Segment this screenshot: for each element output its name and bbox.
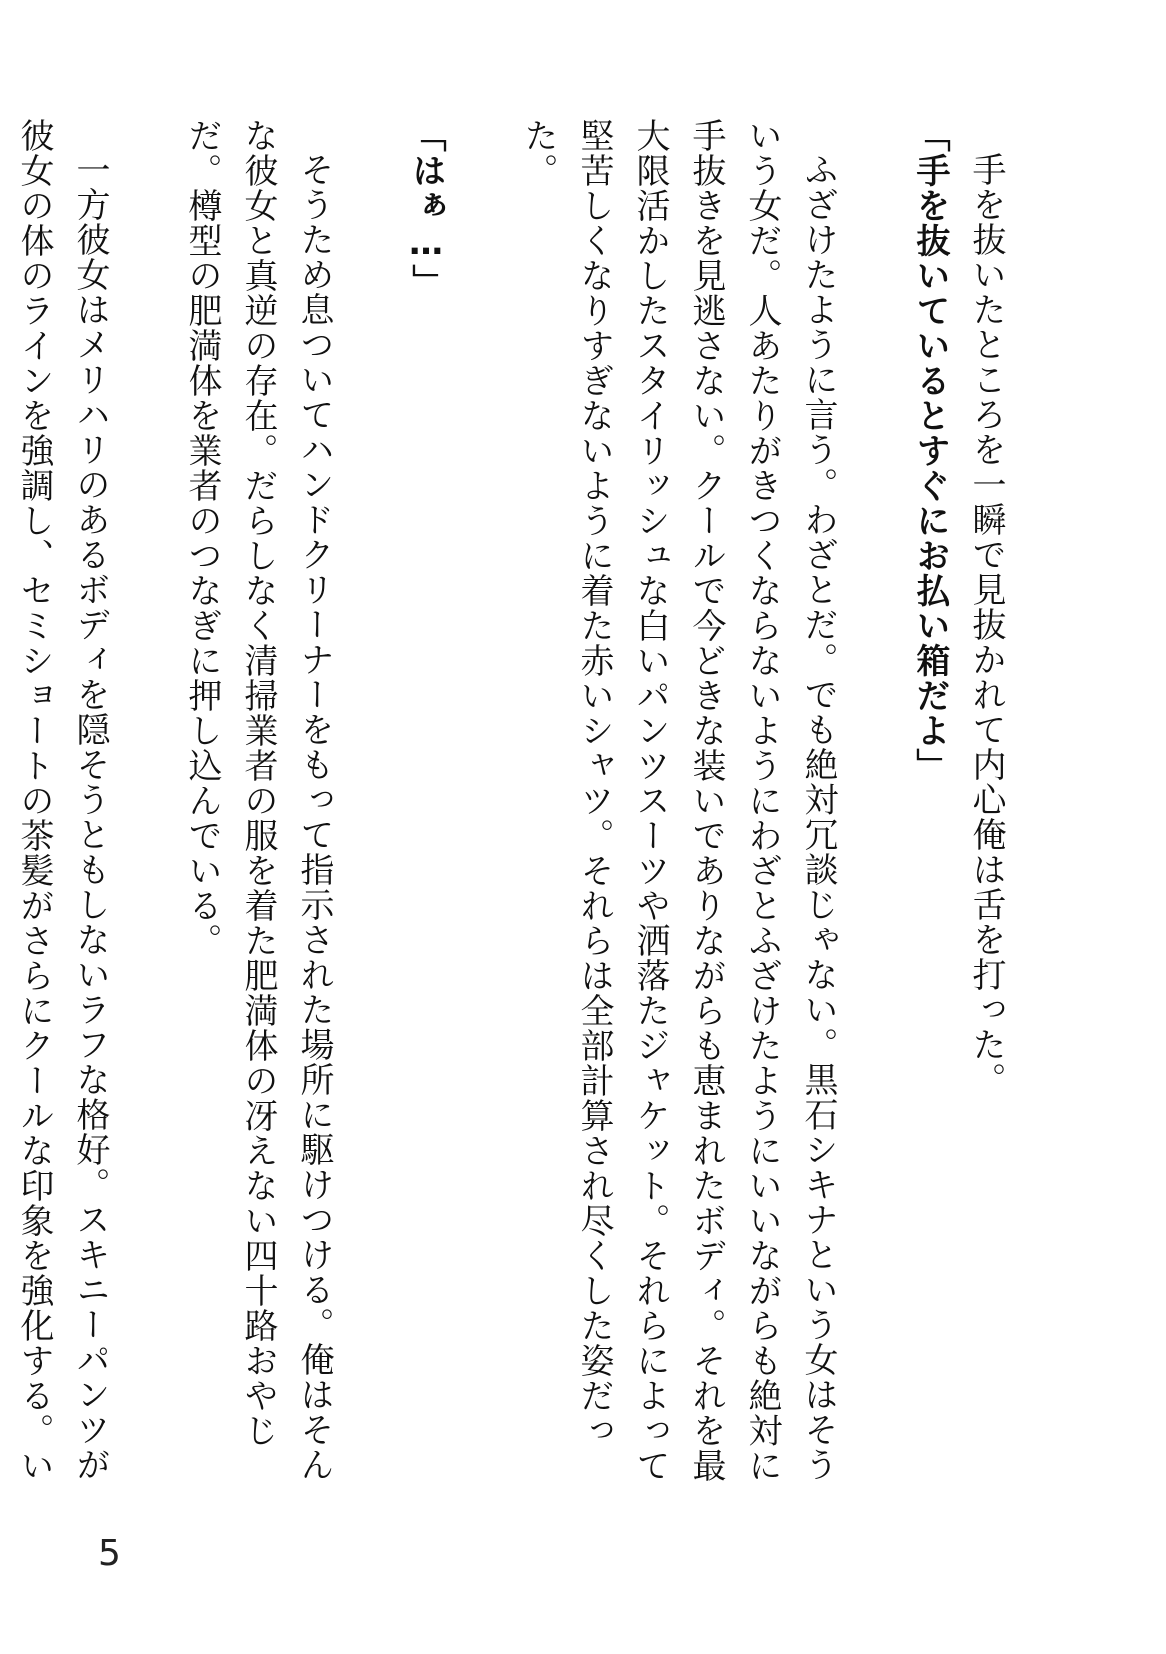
narration-paragraph: 一方彼女はメリハリのあるボディを隠そうともしないラフな格好。スキニーパンツが彼女の体のラインを強調し、セミショートの茶髪がさらにクールな印象を強化する。い bbox=[14, 118, 110, 1483]
narration-paragraph: 手を抜いたところを一瞬で見抜かれて内心俺は舌を打った。 bbox=[966, 152, 1006, 1097]
vertical-text-block bbox=[0, 118, 1014, 1498]
dialogue-line: 「はぁ…」 bbox=[406, 118, 446, 299]
dialogue-line: 「手を抜いているとすぐにお払い箱だよ」 bbox=[910, 118, 950, 783]
narration-paragraph: そうため息ついてハンドクリーナーをもって指示された場所に駆けつける。俺はそんな彼女と真逆の存在。だらしなく清掃業者の服を着た肥満体の冴えない四十路おやじだ。樽型の肥満体を業者のつなぎに押し込んでいる。 bbox=[182, 118, 334, 1482]
page-number: 5 bbox=[98, 1533, 121, 1574]
narration-paragraph: ふざけたように言う。わざとだ。でも絶対冗談じゃない。黒石シキナという女はそういう女だ。人あたりがきつくならないようにわざとふざけたようにいいながらも絶対に手抜きを見逃さない。クールで今どきな装いでありながらも恵まれたボディ。それを最大限活かしたスタイリッシュな白いパンツスーツや洒落たジャケット。それらによって堅苦しくなりすぎないように着た赤いシャツ。それらは全部計算され尽くした姿だった。 bbox=[518, 118, 838, 1483]
